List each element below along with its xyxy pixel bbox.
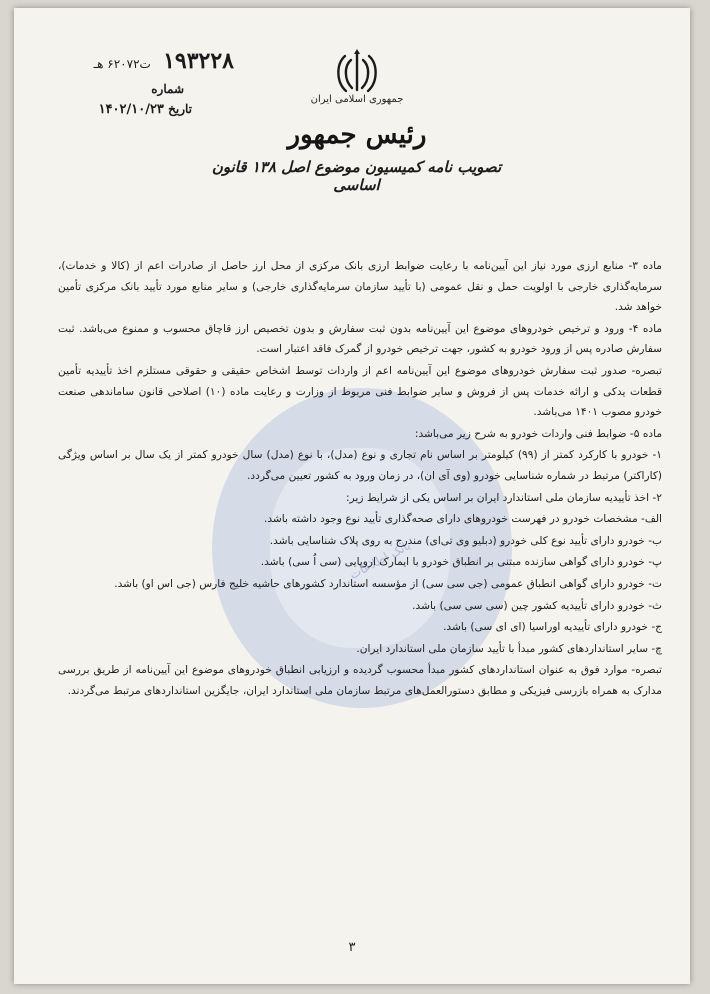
document-page (14, 8, 690, 984)
paragraph-note-2: تبصره- موارد فوق به عنوان استانداردهای کشور مبدأ محسوب گردیده و ارزیابی انطباق خودروهای موضوع این آیین‌نامه از طریق بررسی مدارک به همراه بازرسی فیزیکی و مطابق دستورالعمل‌های مرتبط سازمان ملی استاندارد ایران، جایگزین استانداردهای مرتبط می‌گردند. (58, 664, 662, 697)
paragraph-item-be: ب- خودرو دارای تأیید نوع کلی خودرو (دبلیو وی تی‌ای) مندرج به روی پلاک شناسایی باشد. (269, 534, 662, 547)
iran-emblem-icon (332, 46, 382, 96)
letter-number-row (34, 48, 234, 74)
approval-heading: تصویب نامه کمیسیون موضوع اصل ۱۳۸ قانون اساسی (211, 158, 502, 194)
paragraph-item-te: ت- خودرو دارای گواهی انطباق عمومی (جی سی سی) از مؤسسه استاندارد کشورهای حاشیه خلیج فارس (جی اس او) باشد. (114, 577, 662, 590)
number-label: شماره (151, 82, 184, 96)
paragraph-item-alef: الف- مشخصات خودرو در فهرست خودروهای دارای صحه‌گذاری تأیید نوع وجود داشته باشد. (263, 513, 662, 526)
letter-reference: ت۶۲۰۷۲ هـ (93, 57, 151, 71)
paragraph-article-5: ماده ۵- ضوابط فنی واردات خودرو به شرح زیر می‌باشد: (414, 427, 662, 440)
document-body (58, 256, 662, 701)
paragraph-item-1: ۱- خودرو با کارکرد کمتر از (۹۹) کیلومتر بر اساس نام تجاری و نوع (مدل)، با نوع (مدل) سال خودرو کمتر از یک سال بر اساس ویژگی (کاراکتر) مرتبط در شماره شناسایی خودرو (وی آی ان)، در زمان ورود به کشور تعیین می‌گردد. (58, 449, 662, 482)
page-number: ۳ (348, 940, 356, 955)
date-row (52, 102, 192, 117)
paragraph-item-se: ث- خودرو دارای تأییدیه کشور چین (سی سی سی) باشد. (412, 599, 662, 612)
paragraph-item-che: چ- سایر استانداردهای کشور مبدأ با تأیید سازمان ملی استاندارد ایران. (356, 642, 662, 655)
letter-number: ۱۹۳۲۲۸ (163, 48, 234, 74)
country-name: جمهوری اسلامی ایران (310, 94, 404, 105)
paragraph-article-3: ماده ۳- منابع ارزی مورد نیاز این آیین‌نامه با رعایت ضوابط ارزی بانک مرکزی از محل ارز حاصل از صادرات اعم از (کالا و خدمات)، سرمایه‌گذاری خارجی با اولویت حمل و نقل عمومی (با تأیید سازمان سرمایه‌گذاری خارجی) و سایر منابع مورد تأیید بانک مرکزی تأمین خواهد شد. (58, 260, 662, 314)
office-title: رئیس جمهور (287, 120, 427, 150)
watermark-text: بانک اطلاعات (347, 538, 413, 582)
paragraph-item-pe: پ- خودرو دارای گواهی سازنده مبتنی بر انطباق خودرو با ایمارک اروپایی (سی اُ سی) باشد. (260, 556, 662, 569)
date-label: تاریخ (168, 102, 192, 116)
paragraph-article-4: ماده ۴- ورود و ترخیص خودروهای موضوع این آیین‌نامه بدون ثبت سفارش و بدون تخصیص ارز قاچاق محسوب و ممنوع می‌باشد. ثبت سفارش صادره پس از ورود خودرو به کشور، جهت ترخیص خودرو از گمرک فاقد اعتبار است. (58, 322, 662, 356)
date-value: ۱۴۰۲/۱۰/۲۳ (98, 102, 164, 117)
paragraph-item-2: ۲- اخذ تأییدیه سازمان ملی استاندارد ایران بر اساس یکی از شرایط زیر: (345, 491, 662, 504)
paragraph-item-jim: ج- خودرو دارای تأییدیه اوراسیا (ای ای سی) باشد. (443, 621, 662, 634)
paragraph-note-1: تبصره- صدور ثبت سفارش خودروهای موضوع این آیین‌نامه اعم از واردات توسط اشخاص حقیقی و حقوقی مستلزم اخذ تأییدیه تأمین قطعات یدکی و ارائه خدمات پس از فروش و سایر ضوابط فنی مربوط از وزارت و رعایت ماده (۱۰) اصلاحی قانون ساماندهی صنعت خودرو مصوب ۱۴۰۱ می‌باشد. (58, 364, 663, 419)
